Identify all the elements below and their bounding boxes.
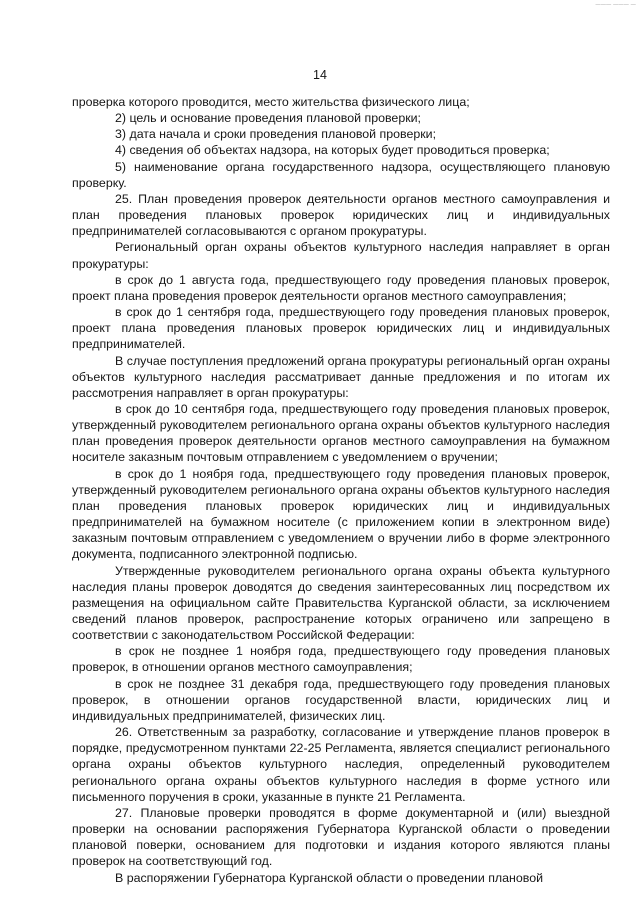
paragraph: 27. Плановые проверки проводятся в форме документарной и (или) выездной проверки на основании распоряжения Губернатора Курганской области о проведении плановой поверки, основанием для подготовки и издания которого являются планы проверок на соответствующий год. [72,805,610,869]
paragraph: 25. План проведения проверок деятельности органов местного самоуправления и план проведения плановых проверок юридических лиц и индивидуальных предпринимателей согласовываются с органом прокуратуры. [72,191,610,239]
paragraph: в срок не позднее 31 декабря года, предшествующего году проведения плановых проверок, в отношении органов государственной власти, юридических лиц и индивидуальных предпринимателей, физических лиц. [72,676,610,723]
scan-corner-mark: ——— ——— — [595,2,636,8]
paragraph: проверка которого проводится, место жительства физического лица; [72,95,470,109]
paragraph: в срок до 1 августа года, предшествующего году проведения плановых проверок, проект плана проведения проверок деятельности органов местного самоуправления; [72,272,610,303]
paragraph: Региональный орган охраны объектов культурного наследия направляет в орган прокуратуры: [72,240,610,271]
paragraph: в срок до 1 сентября года, предшествующего году проведения плановых проверок, проект плана проведения плановых проверок юридических лиц и индивидуальных предпринимателей. [72,305,610,352]
paragraph: в срок не позднее 1 ноября года, предшествующего году проведения плановых проверок, в отношении органов местного самоуправления; [72,644,610,675]
paragraph: Утвержденные руководителем регионального органа охраны объекта культурного наследия планы проверок доводятся до сведения заинтересованных лиц посредством их размещения на официальном сайте Правительства Курганской области, за исключением сведений планов проверок, распространение которых ограничено или запрещено в соответствии с законодательством Российской Федерации: [72,563,610,643]
paragraph: 2) цель и основание проведения плановой проверки; [115,111,421,126]
paragraph: 4) сведения об объектах надзора, на которых будет проводиться проверка; [115,143,550,158]
page-number: 14 [313,68,327,82]
paragraph: в срок до 10 сентября года, предшествующего году проведения плановых проверок, утвержденный руководителем регионального органа охраны объектов культурного наследия план проведения проверок деятельности органов местного самоуправления на бумажном носителе заказным почтовым отправлением с уведомлением о вручении; [72,401,610,465]
document-body [72,94,610,886]
paragraph: В распоряжении Губернатора Курганской области о проведении плановой [115,870,544,885]
paragraph: В случае поступления предложений органа прокуратуры региональный орган охраны объектов культурного наследия рассматривает данные предложения и по итогам их рассмотрения направляет в орган прокуратуры: [72,353,610,400]
paragraph: в срок до 1 ноября года, предшествующего году проведения плановых проверок, утвержденный руководителем регионального органа охраны объектов культурного наследия план проведения плановых проверок юридических лиц и индивидуальных предпринимателей на бумажном носителе (с приложением копии в электронном виде) заказным почтовым отправлением с уведомлением о вручении либо в форме электронного документа, подписанного электронной подписью. [72,466,610,562]
paragraph: 3) дата начала и сроки проведения плановой проверки; [115,127,437,142]
paragraph: 5) наименование органа государственного надзора, осуществляющего плановую проверку. [72,159,610,190]
paragraph: 26. Ответственным за разработку, согласование и утверждение планов проверок в порядке, предусмотренном пунктами 22-25 Регламента, является специалист регионального органа охраны объектов культурного наследия, определенный руководителем регионального органа охраны объектов культурного наследия в форме устного или письменного поручения в сроки, указанные в пункте 21 Регламента. [72,725,610,804]
